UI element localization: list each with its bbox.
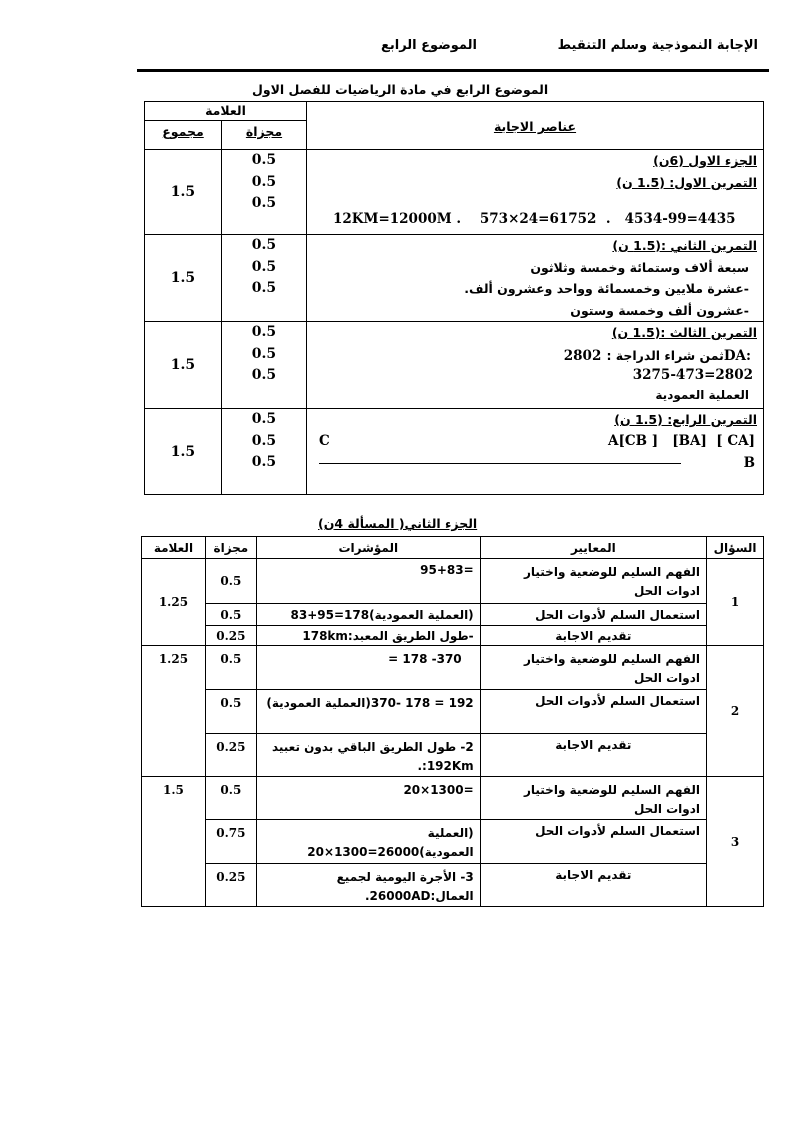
q3-criteria: تقديم الاجابة <box>480 864 706 907</box>
part1-table <box>144 101 764 495</box>
ex4-line-segment <box>319 463 681 464</box>
q1-criteria: تقديم الاجابة <box>480 626 706 646</box>
ex4-partial: 0.5 <box>251 454 277 470</box>
ex3-title: التمرين الثالث :(1.5 ن) <box>611 325 757 340</box>
point-b-label: B <box>743 455 755 471</box>
ex3-partial: 0.5 <box>251 367 277 383</box>
q3-criteria: استعمال السلم لأدوات الحل <box>480 820 706 864</box>
q3-partial: 0.75 <box>205 820 256 864</box>
ex3-method: العملية العمودية <box>655 387 749 402</box>
q1-criteria: استعمال السلم لأدوات الحل <box>480 604 706 626</box>
q2-criteria: استعمال السلم لأدوات الحل <box>480 690 706 734</box>
ex3-partial: 0.5 <box>251 345 277 362</box>
q1-total: 1.25 <box>142 559 206 646</box>
q2-indicator: 370- 178 = <box>256 646 480 690</box>
q2-number: 2 <box>707 646 764 777</box>
q1-indicator: (العملية العمودية)178=95+83 <box>256 604 480 626</box>
table-row <box>142 734 764 777</box>
part2-title: الجزء الثاني( المسألة 4ن) <box>318 516 478 531</box>
ex3-total: 1.5 <box>145 322 222 409</box>
q1-partial: 0.5 <box>205 559 256 604</box>
q3-indicator: =1300×20 <box>256 777 480 820</box>
ex2-answer-3: -عشرون ألف وخمسة وستون <box>570 302 749 318</box>
q1-partial: 0.5 <box>205 604 256 626</box>
part1-title: الموضوع الرابع في مادة الرياضيات للفصل الاول <box>252 82 549 97</box>
q2-criteria: تقديم الاجابة <box>480 734 706 777</box>
q1-partial: 0.25 <box>205 626 256 646</box>
mark-header-cell: العلامة مجموع مجزاة <box>145 102 307 150</box>
col-partial-label: مجزاة <box>245 124 283 139</box>
q2-partial: 0.5 <box>205 646 256 690</box>
ex2-total: 1.5 <box>145 235 222 322</box>
col-indicators-label: المؤشرات <box>256 537 480 559</box>
ex4-title: التمرين الرابع: (1.5 ن) <box>614 412 757 427</box>
point-c-label: C <box>319 433 330 449</box>
ex1-partial: 0.5 <box>251 173 277 190</box>
ex4-partial: 0.5 <box>251 411 277 427</box>
ex1-title: التمرين الاول: (1.5 ن) <box>616 174 757 190</box>
part2-table <box>141 536 764 907</box>
answer-header-cell: عناصر الاجابة <box>307 102 764 150</box>
ex2-partial: 0.5 <box>251 280 277 296</box>
col-partial-label: مجزاة <box>205 537 256 559</box>
part1-heading: الجزء الاول (6ن) <box>653 153 757 168</box>
ex3-price-label: ثمن شراء الدراجة : <box>606 347 724 363</box>
header-divider <box>137 69 769 72</box>
ex1-partial: 0.5 <box>251 152 277 168</box>
q3-indicator: (العملية العمودية)26000=1300×20 <box>256 820 480 864</box>
table-row <box>142 864 764 907</box>
col-question-label: السؤال <box>707 537 764 559</box>
q2-indicator: 2- طول الطريق الباقي بدون تعبيد 192Km:. <box>256 734 480 777</box>
ex1-total: 1.5 <box>145 150 222 235</box>
ex2-answer-1: سبعة ألاف وستمائة وخمسة وثلاثون <box>530 259 749 275</box>
q2-partial: 0.5 <box>205 690 256 734</box>
ex2-answer-2: -عشرة ملايين وخمسمائة وواحد وعشرون ألف. <box>464 281 749 296</box>
ex2-partial: 0.5 <box>251 258 277 275</box>
q1-indicator: -طول الطريق المعبد:178km <box>256 626 480 646</box>
ex1-partial: 0.5 <box>251 195 277 211</box>
table-row <box>142 626 764 646</box>
q1-number: 1 <box>707 559 764 646</box>
col-total-label: مجموع <box>145 121 222 149</box>
table-row <box>142 604 764 626</box>
q1-criteria: الفهم السليم للوضعية واختيار ادوات الحل <box>480 559 706 604</box>
q1-indicator: =95+83 <box>256 559 480 604</box>
q2-partial: 0.25 <box>205 734 256 777</box>
table-row <box>142 646 764 690</box>
ex3-operation: 3275-473=2802 <box>632 367 753 383</box>
q3-partial: 0.25 <box>205 864 256 907</box>
ex3-price-value: 2802DA: <box>563 347 751 364</box>
col-mark-label: العلامة <box>142 537 206 559</box>
ex4-segments: A[CB ] [BA] [ CA] <box>608 433 755 449</box>
q3-total: 1.5 <box>142 777 206 907</box>
q3-partial: 0.5 <box>205 777 256 820</box>
ex3-partial: 0.5 <box>251 324 277 340</box>
q2-indicator: 192 = 178 -370(العملية العمودية) <box>256 690 480 734</box>
table-row <box>142 559 764 604</box>
q3-indicator: 3- الأجرة اليومية لجميع العمال:26000AD. <box>256 864 480 907</box>
ex4-row <box>145 409 764 495</box>
ex4-total: 1.5 <box>145 409 222 495</box>
ex1-answers: 12KM=12000M . 573×24=61752 . 4534-99=4435 <box>333 211 736 227</box>
q3-criteria: الفهم السليم للوضعية واختيار ادوات الحل <box>480 777 706 820</box>
q2-total: 1.25 <box>142 646 206 777</box>
header-subject: الموضوع الرابع <box>381 38 477 53</box>
table-row <box>142 777 764 820</box>
ex2-row <box>145 235 764 322</box>
col-criteria-label: المعايير <box>480 537 706 559</box>
ex1-row <box>145 150 764 235</box>
ex2-partial: 0.5 <box>251 237 277 253</box>
table-row <box>142 820 764 864</box>
ex3-row <box>145 322 764 409</box>
q3-number: 3 <box>707 777 764 907</box>
table-row <box>142 690 764 734</box>
ex2-title: التمرين الثاني :(1.5 ن) <box>612 238 757 253</box>
q2-criteria: الفهم السليم للوضعية واختيار ادوات الحل <box>480 646 706 690</box>
ex4-partial: 0.5 <box>251 432 277 449</box>
header-title: الإجابة النموذجية وسلم التنقيط <box>557 38 758 53</box>
